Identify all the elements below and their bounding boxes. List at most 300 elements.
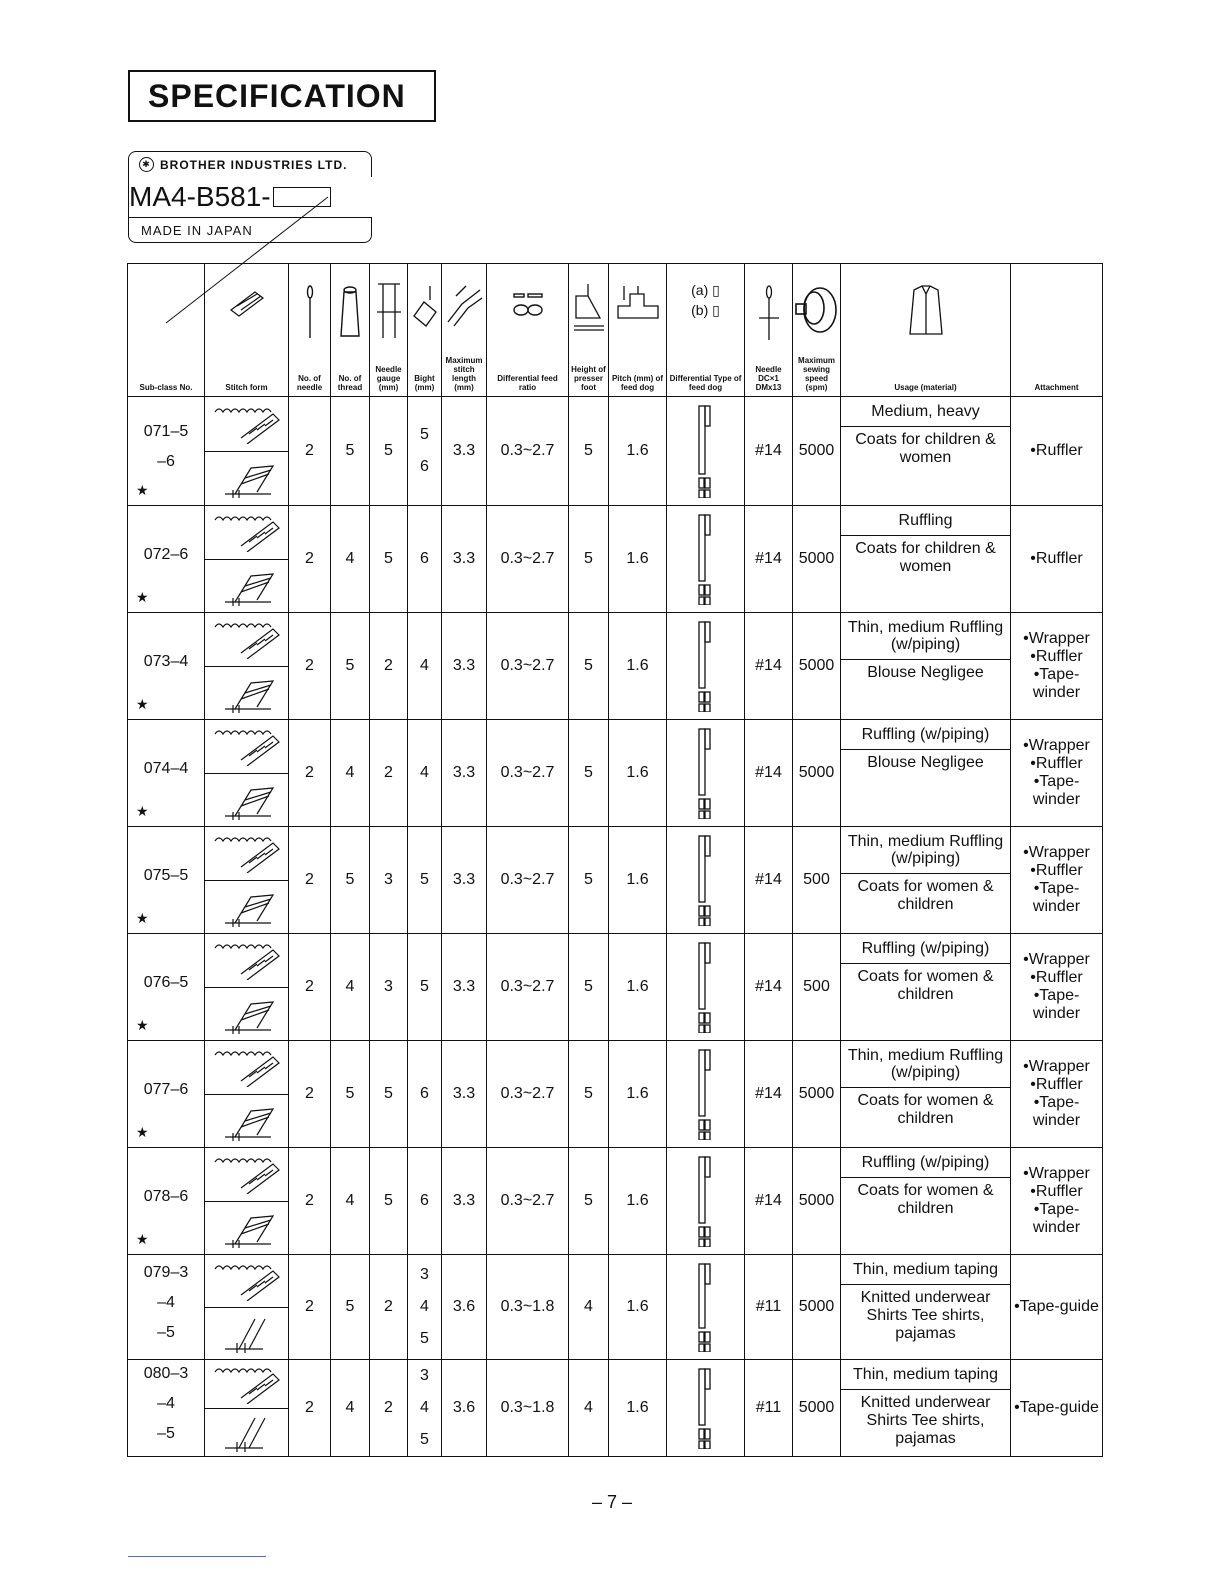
bight-icon — [410, 282, 440, 338]
chain-stitch-icon — [211, 566, 283, 606]
stitch-length-cell: 3.3 — [442, 1148, 487, 1255]
needle-count-cell: 2 — [289, 613, 331, 720]
chain-stitch-icon — [211, 1208, 283, 1248]
usage-secondary: Knitted underwear Shirts Tee shirts, pajamas — [860, 1394, 991, 1447]
pitch-cell: 1.6 — [609, 506, 667, 613]
presser-height-cell: 5 — [569, 397, 609, 506]
usage-primary: Thin, medium taping — [841, 1255, 1010, 1285]
attachment-cell — [1011, 827, 1103, 934]
thread-count-cell: 4 — [331, 934, 370, 1041]
usage-primary: Ruffling (w/piping) — [841, 720, 1010, 750]
subclass-number: 071–5 — [143, 423, 189, 440]
bight-value: 5 — [420, 871, 429, 888]
feed-dog-type-icon — [695, 620, 717, 712]
overlock-stitch-icon — [211, 1261, 283, 1301]
speed-cell: 500 — [793, 934, 841, 1041]
attachment-item: •Wrapper — [1023, 844, 1090, 861]
stitch-form-cell — [205, 827, 289, 934]
thread-count-cell: 4 — [331, 1360, 370, 1457]
attachment-item: •Wrapper — [1023, 1058, 1090, 1075]
needle-type-cell: #14 — [745, 1148, 793, 1255]
header-needle-gauge: Needle gauge (mm) — [370, 264, 408, 397]
chain-stitch-icon — [211, 994, 283, 1034]
attachment-item: •Ruffler — [1030, 1076, 1083, 1093]
usage-secondary: Blouse Negligee — [867, 664, 984, 681]
feed-type-cell — [667, 1255, 745, 1360]
needle-icon — [303, 282, 317, 342]
needle-gauge-cell: 5 — [370, 506, 408, 613]
usage-primary: Medium, heavy — [841, 397, 1010, 427]
needle-count-cell: 2 — [289, 1255, 331, 1360]
usage-secondary: Coats for women & children — [857, 1092, 994, 1127]
attachment-item: •Wrapper — [1023, 630, 1090, 647]
stitch-length-cell: 3.3 — [442, 934, 487, 1041]
stitch-length-cell: 3.3 — [442, 506, 487, 613]
header-feed-dog-pitch: Pitch (mm) of feed dog — [609, 264, 667, 397]
bight-value: 3 — [420, 1266, 429, 1283]
speed-cell: 5000 — [793, 720, 841, 827]
thread-count-cell: 4 — [331, 506, 370, 613]
stitch-length-icon — [444, 282, 484, 332]
pitch-cell: 1.6 — [609, 1041, 667, 1148]
overlock-stitch-icon — [211, 1154, 283, 1194]
bight-value: 4 — [420, 657, 429, 674]
needle-type-cell: #14 — [745, 506, 793, 613]
usage-secondary: Coats for women & children — [857, 1182, 994, 1217]
specification-table — [127, 263, 1103, 1457]
bight-value: 5 — [420, 426, 429, 443]
overlock-stitch-icon — [211, 1047, 283, 1087]
header-subclass: Sub-class No. — [128, 264, 205, 397]
subclass-number: 079–3 — [143, 1264, 189, 1281]
needle-gauge-cell: 5 — [370, 1041, 408, 1148]
thread-count-cell: 5 — [331, 827, 370, 934]
needle-gauge-cell: 2 — [370, 720, 408, 827]
subclass-cell — [128, 827, 205, 934]
overlock-stitch-icon — [211, 512, 283, 552]
diff-feed-cell: 0.3~1.8 — [487, 1255, 569, 1360]
header-max-speed: Maximum sewing speed (spm) — [793, 264, 841, 397]
bight-cell — [408, 1360, 442, 1457]
needle-count-cell: 2 — [289, 1041, 331, 1148]
feed-type-cell — [667, 827, 745, 934]
needle-count-cell: 2 — [289, 934, 331, 1041]
attachment-cell — [1011, 934, 1103, 1041]
chain-stitch-icon — [211, 1101, 283, 1141]
bight-cell — [408, 827, 442, 934]
needle-gauge-cell: 2 — [370, 613, 408, 720]
attachment-item: •Ruffler — [1030, 969, 1083, 986]
bight-value: 4 — [420, 764, 429, 781]
plate-company: BROTHER INDUSTRIES LTD. — [160, 157, 348, 172]
presser-height-cell: 5 — [569, 934, 609, 1041]
subclass-number: 075–5 — [143, 867, 189, 884]
feed-label-a: (a) — [691, 282, 709, 298]
presser-height-cell: 4 — [569, 1255, 609, 1360]
needle-count-cell: 2 — [289, 720, 331, 827]
usage-secondary: Knitted underwear Shirts Tee shirts, pajamas — [860, 1289, 991, 1342]
presser-height-cell: 5 — [569, 506, 609, 613]
speed-cell: 5000 — [793, 397, 841, 506]
header-needle-count: No. of needle — [289, 264, 331, 397]
thread-count-cell: 4 — [331, 720, 370, 827]
stitch-length-cell: 3.6 — [442, 1255, 487, 1360]
usage-primary: Thin, medium Ruffling (w/piping) — [841, 827, 1010, 874]
bight-value: 4 — [420, 1298, 429, 1315]
attachment-cell — [1011, 397, 1103, 506]
stitch-form-cell — [205, 1255, 289, 1360]
diff-feed-cell: 0.3~2.7 — [487, 1148, 569, 1255]
feed-label-b: (b) — [691, 302, 709, 318]
usage-primary: Thin, medium taping — [841, 1360, 1010, 1390]
feed-dog-icon — [614, 282, 662, 326]
stitch-length-cell: 3.3 — [442, 827, 487, 934]
header-max-stitch-length: Maximum stitch length (mm) — [442, 264, 487, 397]
star-marker: ★ — [136, 1124, 149, 1140]
stitch-form-icon — [227, 282, 267, 322]
feed-type-cell — [667, 1148, 745, 1255]
feed-dog-type-icon — [695, 1262, 717, 1352]
stitch-length-cell: 3.6 — [442, 1360, 487, 1457]
presser-height-cell: 5 — [569, 720, 609, 827]
bight-cell — [408, 1041, 442, 1148]
needle-gauge-cell: 3 — [370, 827, 408, 934]
pitch-cell: 1.6 — [609, 1148, 667, 1255]
usage-cell — [841, 1255, 1011, 1360]
attachment-item: •Ruffler — [1030, 442, 1083, 459]
needle-gauge-cell: 2 — [370, 1255, 408, 1360]
plate-origin: MADE IN JAPAN — [141, 222, 253, 238]
attachment-cell — [1011, 613, 1103, 720]
diff-feed-cell: 0.3~2.7 — [487, 1041, 569, 1148]
header-attachment: Attachment — [1011, 264, 1103, 397]
stitch-form-cell — [205, 720, 289, 827]
thread-count-cell: 5 — [331, 613, 370, 720]
attachment-item: •Tape-winder — [1032, 666, 1081, 701]
bight-value: 6 — [420, 1085, 429, 1102]
attachment-cell — [1011, 1041, 1103, 1148]
page-title: SPECIFICATION — [128, 70, 436, 122]
subclass-number: –6 — [157, 453, 175, 470]
spec-row — [128, 506, 1103, 613]
feed-dog-type-icon — [695, 513, 717, 605]
chain-stitch-icon — [211, 780, 283, 820]
bight-value: 6 — [420, 550, 429, 567]
needle-count-cell: 2 — [289, 827, 331, 934]
spec-row — [128, 1148, 1103, 1255]
attachment-item: •Ruffler — [1030, 755, 1083, 772]
speed-cell: 5000 — [793, 506, 841, 613]
presser-height-cell: 5 — [569, 1041, 609, 1148]
attachment-item: •Ruffler — [1030, 1183, 1083, 1200]
needle-type-cell: #11 — [745, 1255, 793, 1360]
header-row — [128, 264, 1103, 397]
star-marker: ★ — [136, 1017, 149, 1033]
attachment-item: •Ruffler — [1030, 862, 1083, 879]
subclass-cell — [128, 1041, 205, 1148]
diff-feed-cell: 0.3~2.7 — [487, 397, 569, 506]
thread-count-cell: 5 — [331, 1255, 370, 1360]
footer-rule — [128, 1556, 266, 1557]
header-stitch-form: Stitch form — [205, 264, 289, 397]
stitch-length-cell: 3.3 — [442, 1041, 487, 1148]
stitch-form-cell — [205, 506, 289, 613]
needle-count-cell: 2 — [289, 1360, 331, 1457]
feed-dog-type-icon — [695, 404, 717, 498]
thread-count-cell: 5 — [331, 397, 370, 506]
usage-cell — [841, 397, 1011, 506]
stitch-form-cell — [205, 1148, 289, 1255]
speed-cell: 5000 — [793, 1255, 841, 1360]
attachment-item: •Wrapper — [1023, 737, 1090, 754]
stitch-length-cell: 3.3 — [442, 613, 487, 720]
chain-stitch-icon — [211, 458, 283, 498]
needle-gauge-icon — [374, 282, 404, 342]
attachment-item: •Wrapper — [1023, 1165, 1090, 1182]
attachment-cell — [1011, 720, 1103, 827]
subclass-cell — [128, 613, 205, 720]
needle-type-cell: #14 — [745, 934, 793, 1041]
subclass-cell — [128, 506, 205, 613]
attachment-item: •Tape-guide — [1014, 1399, 1099, 1416]
needle-count-cell: 2 — [289, 506, 331, 613]
stitch-form-cell — [205, 1360, 289, 1457]
feed-type-cell — [667, 720, 745, 827]
overlock-stitch-icon — [211, 726, 283, 766]
usage-cell — [841, 613, 1011, 720]
diff-feed-cell: 0.3~2.7 — [487, 827, 569, 934]
overlock-stitch-icon — [211, 940, 283, 980]
bight-value: 6 — [420, 458, 429, 475]
feed-dog-type-icon — [695, 941, 717, 1033]
attachment-cell — [1011, 1255, 1103, 1360]
header-usage: Usage (material) — [841, 264, 1011, 397]
star-marker: ★ — [136, 589, 149, 605]
bight-value: 6 — [420, 1192, 429, 1209]
bight-cell — [408, 613, 442, 720]
pitch-cell: 1.6 — [609, 720, 667, 827]
presser-foot-icon — [572, 282, 606, 334]
attachment-item: •Ruffler — [1030, 550, 1083, 567]
needle-type-cell: #14 — [745, 827, 793, 934]
subclass-cell — [128, 934, 205, 1041]
pitch-cell: 1.6 — [609, 1255, 667, 1360]
subclass-cell — [128, 397, 205, 506]
subclass-cell — [128, 1148, 205, 1255]
pitch-cell: 1.6 — [609, 613, 667, 720]
speed-cell: 5000 — [793, 1360, 841, 1457]
chain-stitch-icon — [211, 1412, 283, 1452]
usage-cell — [841, 827, 1011, 934]
bight-cell — [408, 720, 442, 827]
subclass-cell — [128, 1255, 205, 1360]
overlock-stitch-icon — [211, 619, 283, 659]
shirt-icon — [904, 282, 948, 338]
overlock-stitch-icon — [211, 833, 283, 873]
thread-count-cell: 5 — [331, 1041, 370, 1148]
chain-stitch-icon — [211, 673, 283, 713]
feed-type-cell — [667, 506, 745, 613]
stitch-form-cell — [205, 397, 289, 506]
usage-primary: Thin, medium Ruffling (w/piping) — [841, 613, 1010, 660]
attachment-item: •Tape-guide — [1014, 1298, 1099, 1315]
usage-secondary: Coats for children & women — [855, 540, 996, 575]
usage-cell — [841, 720, 1011, 827]
star-marker: ★ — [136, 696, 149, 712]
attachment-item: •Tape-winder — [1032, 773, 1081, 808]
usage-cell — [841, 1148, 1011, 1255]
attachment-cell — [1011, 506, 1103, 613]
needle-count-cell: 2 — [289, 1148, 331, 1255]
stitch-length-cell: 3.3 — [442, 720, 487, 827]
usage-primary: Thin, medium Ruffling (w/piping) — [841, 1041, 1010, 1088]
usage-cell — [841, 934, 1011, 1041]
subclass-number: –4 — [157, 1294, 175, 1311]
usage-cell — [841, 1360, 1011, 1457]
pitch-cell: 1.6 — [609, 934, 667, 1041]
star-marker: ★ — [136, 910, 149, 926]
header-presser-foot-height: Height of presser foot — [569, 264, 609, 397]
attachment-cell — [1011, 1148, 1103, 1255]
spec-row — [128, 827, 1103, 934]
usage-primary: Ruffling (w/piping) — [841, 1148, 1010, 1178]
stitch-length-cell: 3.3 — [442, 397, 487, 506]
subclass-number: 077–6 — [143, 1081, 189, 1098]
overlock-stitch-icon — [211, 1364, 283, 1404]
subclass-number: 080–3 — [143, 1365, 189, 1382]
subclass-number: –5 — [157, 1425, 175, 1442]
subclass-number: 072–6 — [143, 546, 189, 563]
spec-row — [128, 1255, 1103, 1360]
thread-spool-icon — [338, 282, 362, 338]
plate-model: MA4-B581- — [129, 181, 271, 212]
spec-row — [128, 613, 1103, 720]
usage-cell — [841, 506, 1011, 613]
presser-height-cell: 5 — [569, 827, 609, 934]
pitch-cell: 1.6 — [609, 397, 667, 506]
feed-dog-type-icon — [695, 727, 717, 819]
plate-company-row — [128, 151, 372, 177]
needle-gauge-cell: 3 — [370, 934, 408, 1041]
bight-value: 3 — [420, 1367, 429, 1384]
attachment-item: •Ruffler — [1030, 648, 1083, 665]
presser-height-cell: 5 — [569, 613, 609, 720]
stitch-form-cell — [205, 1041, 289, 1148]
needle-type-cell: #14 — [745, 1041, 793, 1148]
overlock-stitch-icon — [211, 404, 283, 444]
usage-primary: Ruffling (w/piping) — [841, 934, 1010, 964]
subclass-number: 074–4 — [143, 760, 189, 777]
usage-secondary: Coats for women & children — [857, 878, 994, 913]
feed-type-cell — [667, 613, 745, 720]
spec-row — [128, 1041, 1103, 1148]
usage-secondary: Coats for children & women — [855, 431, 996, 466]
diff-feed-cell: 0.3~2.7 — [487, 934, 569, 1041]
bight-value: 5 — [420, 978, 429, 995]
star-marker: ★ — [136, 482, 149, 498]
needle-count-cell: 2 — [289, 397, 331, 506]
star-marker: ★ — [136, 1231, 149, 1247]
bight-cell — [408, 506, 442, 613]
diff-feed-cell: 0.3~2.7 — [487, 506, 569, 613]
subclass-number: 076–5 — [143, 974, 189, 991]
usage-primary: Ruffling — [841, 506, 1010, 536]
diff-feed-cell: 0.3~2.7 — [487, 720, 569, 827]
feed-type-cell — [667, 397, 745, 506]
bight-value: 5 — [420, 1330, 429, 1347]
needle-gauge-cell: 5 — [370, 1148, 408, 1255]
subclass-number: –5 — [157, 1324, 175, 1341]
brother-logo-icon: ✱ — [139, 157, 154, 172]
feed-type-cell — [667, 934, 745, 1041]
attachment-item: •Tape-winder — [1032, 987, 1081, 1022]
attachment-item: •Wrapper — [1023, 951, 1090, 968]
attachment-cell — [1011, 1360, 1103, 1457]
needle-type-cell: #11 — [745, 1360, 793, 1457]
stitch-form-cell — [205, 934, 289, 1041]
header-differential-type: (a) ▯ (b) ▯ Differential Type of feed dog — [667, 264, 745, 397]
pitch-cell: 1.6 — [609, 1360, 667, 1457]
usage-cell — [841, 1041, 1011, 1148]
header-needle-type: Needle DC×1 DMx13 — [745, 264, 793, 397]
speed-cell: 500 — [793, 827, 841, 934]
needle-cross-icon — [757, 282, 781, 342]
handwheel-icon — [794, 282, 840, 336]
usage-secondary: Coats for women & children — [857, 968, 994, 1003]
speed-cell: 5000 — [793, 1041, 841, 1148]
bight-cell — [408, 397, 442, 506]
chain-stitch-icon — [211, 887, 283, 927]
needle-type-cell: #14 — [745, 720, 793, 827]
attachment-item: •Tape-winder — [1032, 880, 1081, 915]
page-number: – 7 – — [591, 1492, 633, 1512]
needle-type-cell: #14 — [745, 397, 793, 506]
feed-dog-type-icon — [695, 1048, 717, 1140]
attachment-item: •Tape-winder — [1032, 1201, 1081, 1236]
feed-dog-type-icon — [695, 1155, 717, 1247]
bight-cell — [408, 934, 442, 1041]
diff-feed-cell: 0.3~2.7 — [487, 613, 569, 720]
bight-value: 5 — [420, 1431, 429, 1448]
thread-count-cell: 4 — [331, 1148, 370, 1255]
needle-type-cell: #14 — [745, 613, 793, 720]
feed-a-icon: ▯ — [712, 282, 720, 298]
bight-cell — [408, 1148, 442, 1255]
subclass-number: 073–4 — [143, 653, 189, 670]
needle-gauge-cell: 5 — [370, 397, 408, 506]
subclass-cell — [128, 720, 205, 827]
speed-cell: 5000 — [793, 613, 841, 720]
feed-b-icon: ▯ — [712, 302, 720, 318]
attachment-item: •Tape-winder — [1032, 1094, 1081, 1129]
spec-row — [128, 1360, 1103, 1457]
differential-feed-icon — [506, 282, 550, 322]
bight-value: 4 — [420, 1399, 429, 1416]
star-marker: ★ — [136, 803, 149, 819]
header-bight: Bight (mm) — [408, 264, 442, 397]
header-thread-count: No. of thread — [331, 264, 370, 397]
chain-stitch-icon — [211, 1313, 283, 1353]
header-differential-feed-ratio: Differential feed ratio — [487, 264, 569, 397]
spec-row — [128, 934, 1103, 1041]
bight-cell — [408, 1255, 442, 1360]
spec-row — [128, 397, 1103, 506]
usage-secondary: Blouse Negligee — [867, 754, 984, 771]
subclass-number: –4 — [157, 1395, 175, 1412]
presser-height-cell: 4 — [569, 1360, 609, 1457]
pitch-cell: 1.6 — [609, 827, 667, 934]
needle-gauge-cell: 2 — [370, 1360, 408, 1457]
